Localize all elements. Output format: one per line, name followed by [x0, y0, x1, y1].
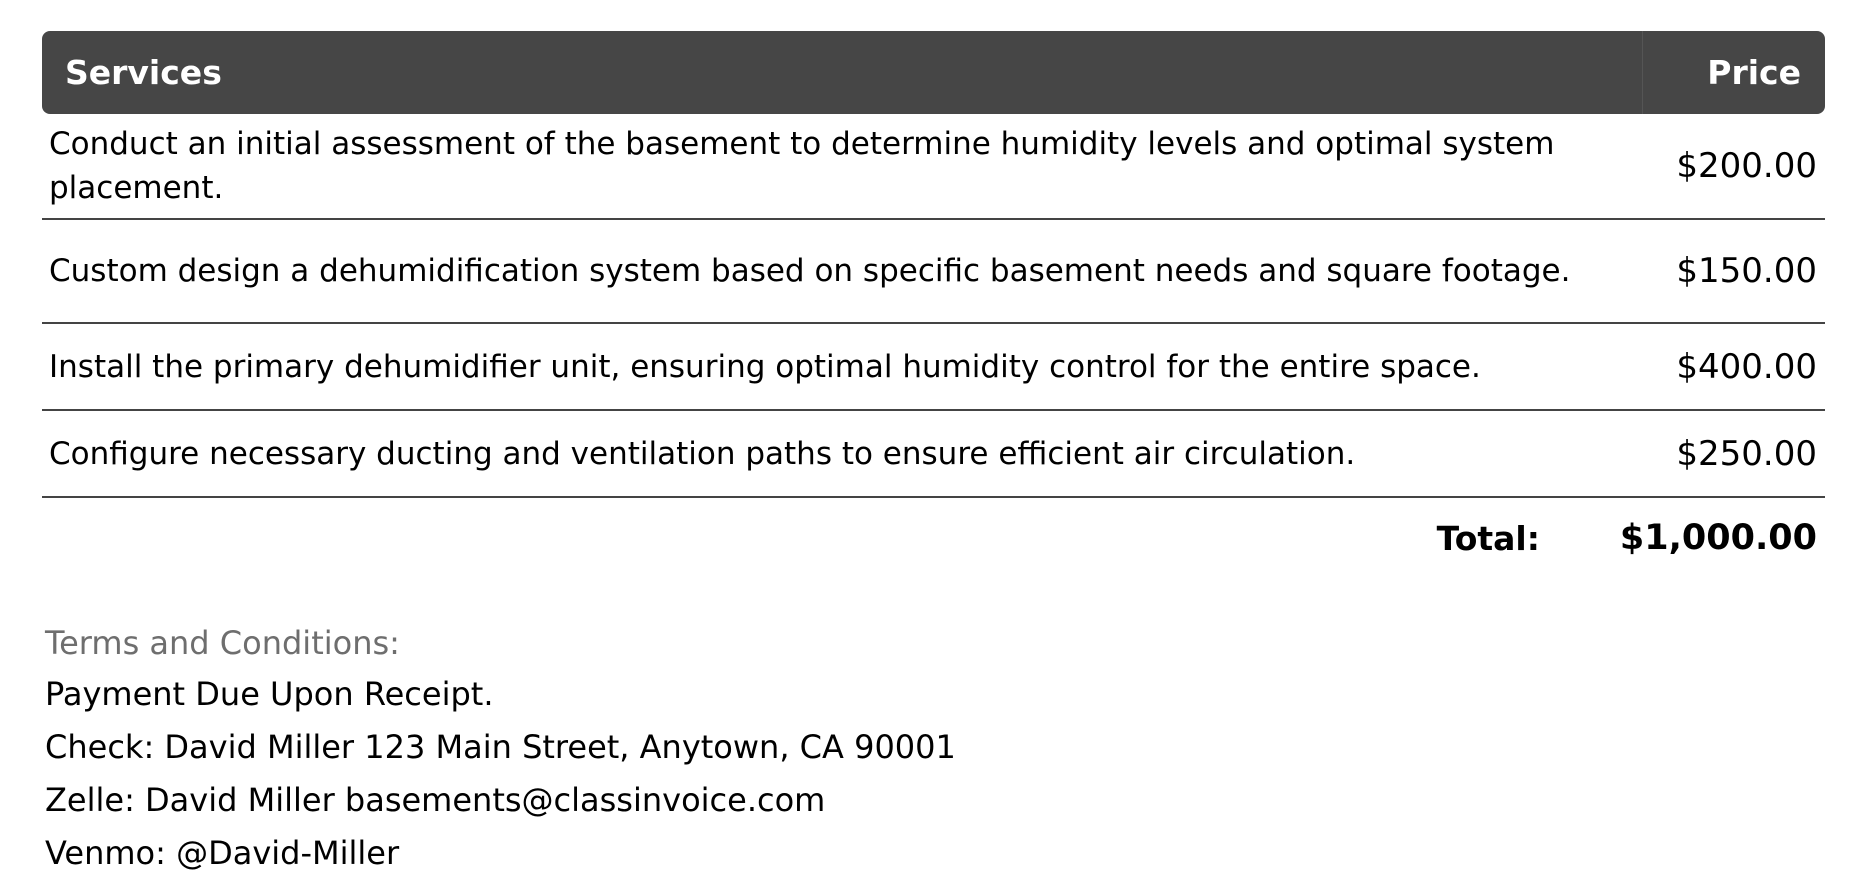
total-row [42, 498, 1825, 578]
price-column-header: Price [1642, 31, 1825, 114]
terms-section [45, 618, 956, 880]
zelle-payment-line: Zelle: David Miller basements@classinvoice.com [45, 781, 826, 819]
total-value: $1,000.00 [1619, 518, 1817, 558]
table-row [42, 411, 1825, 498]
services-column-header: Services [65, 53, 222, 92]
total-label: Total: [1436, 518, 1540, 558]
payment-due-line: Payment Due Upon Receipt. [45, 675, 494, 713]
services-table [42, 31, 1825, 578]
table-row [42, 220, 1825, 324]
service-price: $200.00 [1676, 146, 1817, 186]
venmo-payment-line: Venmo: @David-Miller [45, 834, 400, 872]
service-description: Install the primary dehumidifier unit, ensuring optimal humidity control for the entire space. [49, 348, 1481, 385]
table-row [42, 114, 1825, 220]
service-description: Conduct an initial assessment of the basement to determine humidity levels and optimal system placement. [49, 126, 1555, 206]
service-price: $250.00 [1676, 433, 1817, 474]
service-price: $400.00 [1676, 346, 1817, 387]
check-payment-line: Check: David Miller 123 Main Street, Anytown, CA 90001 [45, 728, 956, 766]
table-row [42, 324, 1825, 411]
service-description: Configure necessary ducting and ventilation paths to ensure efficient air circulation. [49, 435, 1356, 472]
table-header [42, 31, 1825, 114]
service-price: $150.00 [1676, 251, 1817, 291]
service-description: Custom design a dehumidification system based on specific basement needs and square footage. [49, 253, 1571, 289]
terms-title: Terms and Conditions: [45, 624, 400, 662]
